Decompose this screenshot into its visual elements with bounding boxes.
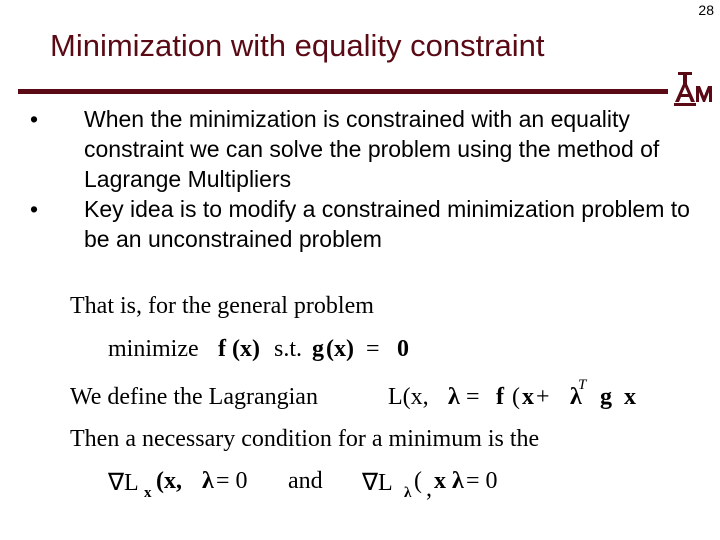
- slide-title: Minimization with equality constraint: [50, 28, 545, 63]
- plus-sign: +: [536, 384, 550, 410]
- and-word: and: [288, 468, 323, 494]
- x-symbol: x: [434, 468, 446, 494]
- open-paren: (: [512, 384, 520, 410]
- g-symbol: g: [312, 336, 324, 362]
- f-argument: (x): [232, 336, 260, 362]
- minimize-word: minimize: [108, 336, 199, 362]
- bullet-text: When the minimization is constrained with an equality constraint we can solve the problem using the method of Lagrange Multipliers: [84, 106, 660, 192]
- equals-sign: =: [366, 336, 380, 362]
- page-number: 28: [698, 2, 714, 18]
- lambda-symbol: λ: [452, 468, 464, 494]
- gradient-x: ∇L: [108, 470, 139, 496]
- g-symbol: g: [600, 384, 612, 410]
- equals-sign: =: [466, 384, 480, 410]
- open-paren: (: [414, 468, 422, 494]
- g-argument: (x): [326, 336, 354, 362]
- subscript-x: x: [144, 485, 152, 501]
- math-line-4: Then a necessary condition for a minimum is the: [70, 426, 540, 452]
- equals-zero: = 0: [466, 468, 498, 494]
- x-symbol: x: [624, 384, 636, 410]
- f-symbol: f: [496, 384, 504, 410]
- zero: 0: [397, 336, 409, 362]
- lambda-symbol: λ: [448, 384, 460, 410]
- f-symbol: f: [218, 336, 226, 362]
- x-symbol: x: [522, 384, 534, 410]
- comma: ,: [426, 476, 432, 502]
- equals-zero: = 0: [216, 468, 248, 494]
- lambda-symbol: λ: [570, 384, 582, 410]
- bullet-text: Key idea is to modify a constrained minimization problem to be an unconstrained problem: [84, 196, 690, 252]
- math-line-1: That is, for the general problem: [70, 293, 374, 319]
- subscript-lambda: λ: [404, 485, 412, 501]
- gradient-x-args: (x,: [156, 468, 182, 494]
- st-text: s.t.: [274, 336, 303, 362]
- bullet-dot: •: [30, 196, 39, 222]
- lagrangian-text: We define the Lagrangian: [70, 384, 318, 410]
- gradient-lambda: ∇L: [362, 470, 393, 496]
- bullet-dot: •: [30, 106, 39, 132]
- lambda-symbol: λ: [202, 468, 214, 494]
- lagrangian-L: L(x,: [388, 384, 429, 410]
- transpose-mark: T: [578, 377, 587, 393]
